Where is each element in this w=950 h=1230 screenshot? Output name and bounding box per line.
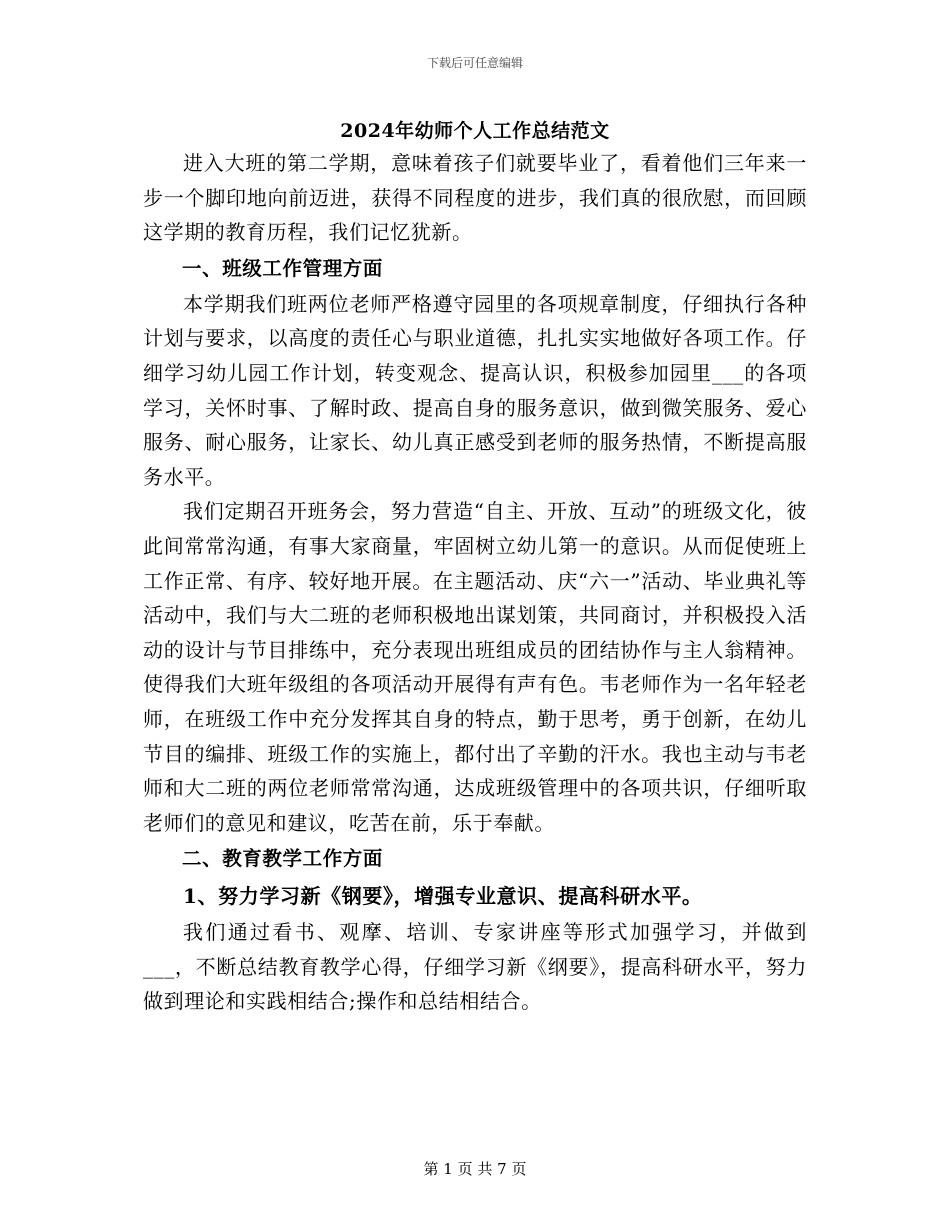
header-note: 下载后可任意编辑	[426, 56, 523, 70]
section-1-paragraph-1: 本学期我们班两位老师严格遵守园里的各项规章制度，仔细执行各种计划与要求，以高度的责任心与职业道德，扎扎实实地做好各项工作。仔细学习幼儿园工作计划，转变观念、提高认识，积极参加园里___的各项学习，关怀时事、了解时政、提高自身的服务意识，做到微笑服务、爱心服务、耐心服务，让家长、幼儿真正感受到老师的服务热情，不断提高服务水平。	[143, 291, 807, 489]
page-footer: 第 1 页 共 7 页	[423, 1160, 527, 1178]
section-2-heading: 二、教育教学工作方面	[182, 847, 384, 871]
document-body	[143, 146, 807, 1019]
intro-paragraph: 进入大班的第二学期，意味着孩子们就要毕业了，看着他们三年来一步一个脚印地向前迈进，获得不同程度的进步，我们真的很欣慰，而回顾这学期的教育历程，我们记忆犹新。	[143, 151, 807, 245]
document-title: 2024年幼师个人工作总结范文	[340, 120, 610, 142]
section-2-paragraph-1: 我们通过看书、观摩、培训、专家讲座等形式加强学习，并做到___，不断总结教育教学心得，仔细学习新《纲要》，提高科研水平，努力做到理论和实践相结合;操作和总结相结合。	[143, 920, 807, 1014]
section-1-paragraph-2: 我们定期召开班务会，努力营造“自主、开放、互动”的班级文化，彼此间常常沟通，有事大家商量，牢固树立幼儿第一的意识。从而促使班上工作正常、有序、较好地开展。在主题活动、庆“六一”活动、毕业典礼等活动中，我们与大二班的老师积极地出谋划策，共同商讨，并积极投入活动的设计与节目排练中，充分表现出班组成员的团结协作与主人翁精神。使得我们大班年级组的各项活动开展得有声有色。韦老师作为一名年轻老师，在班级工作中充分发挥其自身的特点，勤于思考，勇于创新，在幼儿节目的编排、班级工作的实施上，都付出了辛勤的汗水。我也主动与韦老师和大二班的两位老师常常沟通，达成班级管理中的各项共识，仔细听取老师们的意见和建议，吃苦在前，乐于奉献。	[143, 499, 807, 835]
section-1-heading: 一、班级工作管理方面	[182, 256, 384, 280]
section-2-subheading: 1、努力学习新《钢要》，增强专业意识、提高科研水平。	[183, 884, 703, 909]
